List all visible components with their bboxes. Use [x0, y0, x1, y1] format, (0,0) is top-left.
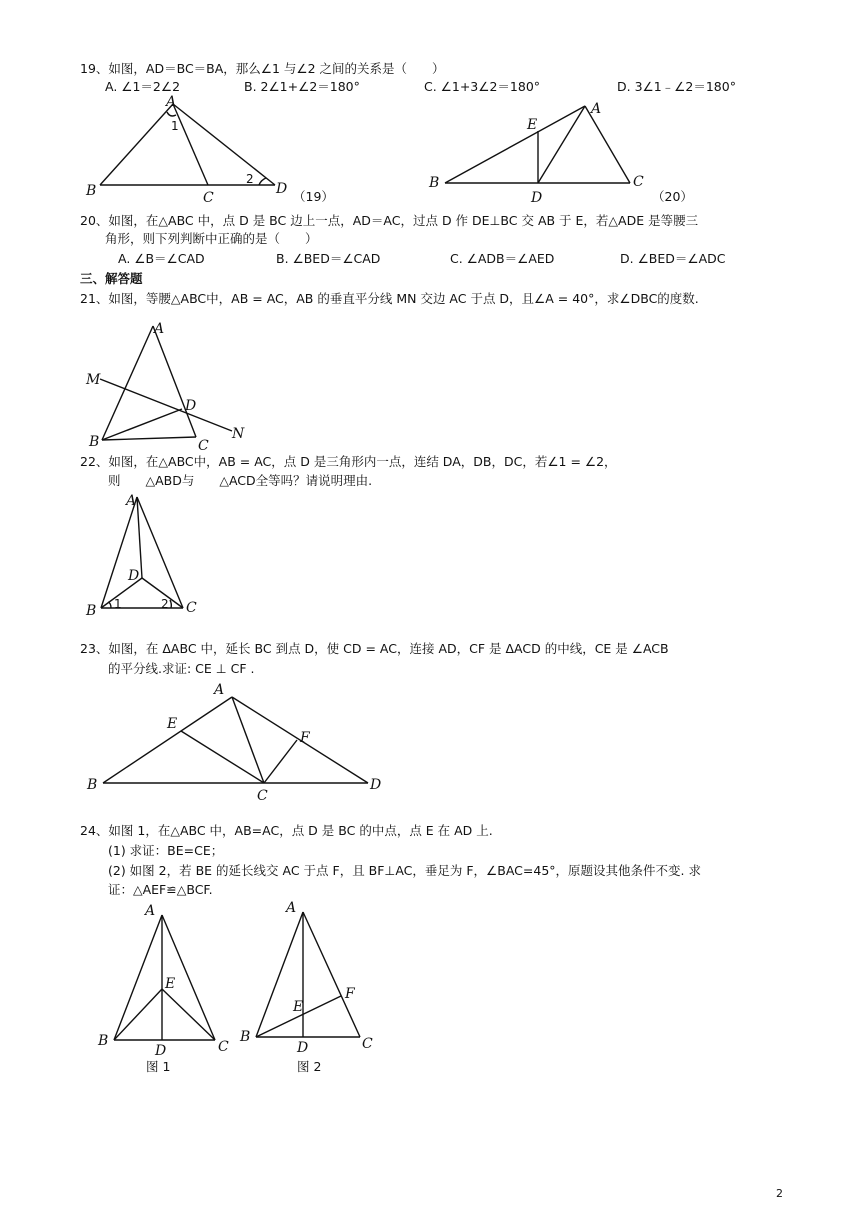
q23-stem-line1: 23、如图，在 ΔABC 中，延长 BC 到点 D，使 CD = AC，连接 AD，CF 是 ΔACD 的中线，CE 是 ∠ACB	[80, 641, 669, 656]
q21-pt-a: A	[154, 321, 165, 337]
q24-fig1-pt-b: B	[98, 1033, 109, 1049]
q20-pt-e: E	[527, 117, 538, 133]
q24-fig2-pt-f: F	[345, 986, 355, 1002]
q23-pt-d: D	[370, 777, 382, 793]
q23-pt-c: C	[257, 788, 268, 804]
q24-part1: (1) 求证：BE=CE；	[108, 843, 224, 858]
q22-angle-1: 1	[114, 597, 122, 611]
q23-pt-b: B	[87, 777, 98, 793]
q24-fig1-pt-d: D	[155, 1043, 167, 1059]
q20-option-c: C. ∠ADB＝∠AED	[450, 251, 555, 266]
q20-option-a: A. ∠B＝∠CAD	[118, 251, 205, 266]
q19-option-d: D. 3∠1﹣∠2＝180°	[617, 79, 736, 94]
q24-fig2-pt-d: D	[297, 1040, 309, 1056]
q19-pt-c: C	[203, 190, 214, 206]
q20-stem-line2: 角形，则下列判断中正确的是（ ）	[105, 231, 318, 246]
q24-part2-line2: 证：△AEF≌△BCF.	[108, 882, 213, 897]
q20-stem-line1: 20、如图，在△ABC 中，点 D 是 BC 边上一点，AD＝AC，过点 D 作 DE⊥BC 交 AB 于 E，若△ADE 是等腰三	[80, 213, 699, 228]
q19-pt-a: A	[166, 94, 177, 110]
q24-fig1-pt-a: A	[145, 903, 156, 919]
q24-fig2-pt-b: B	[240, 1029, 251, 1045]
q19-option-a: A. ∠1＝2∠2	[105, 79, 181, 94]
q20-pt-a: A	[591, 101, 602, 117]
q24-fig1-label: 图 1	[146, 1059, 171, 1074]
q23-pt-a: A	[214, 682, 225, 698]
q21-pt-b: B	[89, 434, 100, 450]
q22-pt-c: C	[186, 600, 197, 616]
q21-pt-c: C	[198, 438, 209, 454]
q19-fig-label: （19）	[293, 189, 334, 204]
q21-pt-d: D	[185, 398, 197, 414]
q22-pt-b: B	[86, 603, 97, 619]
q24-fig2-pt-e: E	[293, 999, 304, 1015]
q21-pt-m: M	[86, 372, 101, 388]
page-number: 2	[776, 1187, 783, 1200]
q20-pt-c: C	[633, 174, 644, 190]
q23-stem-line2: 的平分线.求证: CE ⊥ CF .	[108, 661, 255, 676]
q20-option-b: B. ∠BED＝∠CAD	[276, 251, 381, 266]
q24-part2-line1: (2) 如图 2，若 BE 的延长线交 AC 于点 F，且 BF⊥AC，垂足为 F，∠BAC=45°，原题设其他条件不变. 求	[108, 863, 701, 878]
q24-stem: 24、如图 1，在△ABC 中，AB=AC，点 D 是 BC 的中点，点 E 在 AD 上.	[80, 823, 493, 838]
q19-angle-1: 1	[171, 119, 179, 133]
q22-stem-line1: 22、如图，在△ABC中，AB = AC，点 D 是三角形内一点，连结 DA，DB，DC，若∠1 = ∠2，	[80, 454, 617, 469]
q24-fig1-pt-e: E	[165, 976, 176, 992]
q24-fig1-pt-c: C	[218, 1039, 229, 1055]
q19-stem: 19、如图，AD＝BC＝BA，那么∠1 与∠2 之间的关系是（ ）	[80, 61, 445, 76]
q24-fig2-label: 图 2	[297, 1059, 322, 1074]
q20-fig-label: （20）	[652, 189, 693, 204]
q23-pt-f: F	[300, 730, 310, 746]
q19-option-c: C. ∠1+3∠2＝180°	[424, 79, 541, 94]
q22-angle-2: 2	[161, 597, 169, 611]
q20-pt-d: D	[531, 190, 543, 206]
q21-pt-n: N	[232, 426, 245, 442]
section-heading: 三、解答题	[80, 271, 143, 286]
q19-pt-d: D	[276, 181, 288, 197]
q19-option-b: B. 2∠1+∠2＝180°	[244, 79, 360, 94]
q19-pt-b: B	[86, 183, 97, 199]
q22-pt-a: A	[126, 493, 137, 509]
q19-angle-2: 2	[246, 172, 254, 186]
q24-fig2-pt-c: C	[362, 1036, 373, 1052]
q21-stem: 21、如图，等腰△ABC中，AB = AC，AB 的垂直平分线 MN 交边 AC 于点 D，且∠A = 40°，求∠DBC的度数.	[80, 291, 699, 306]
q23-pt-e: E	[167, 716, 178, 732]
q20-pt-b: B	[429, 175, 440, 191]
q22-stem-line2: 则 △ABD与 △ACD全等吗？请说明理由.	[108, 473, 373, 488]
q20-option-d: D. ∠BED＝∠ADC	[620, 251, 726, 266]
q22-pt-d: D	[128, 568, 140, 584]
q24-fig2-pt-a: A	[286, 900, 297, 916]
